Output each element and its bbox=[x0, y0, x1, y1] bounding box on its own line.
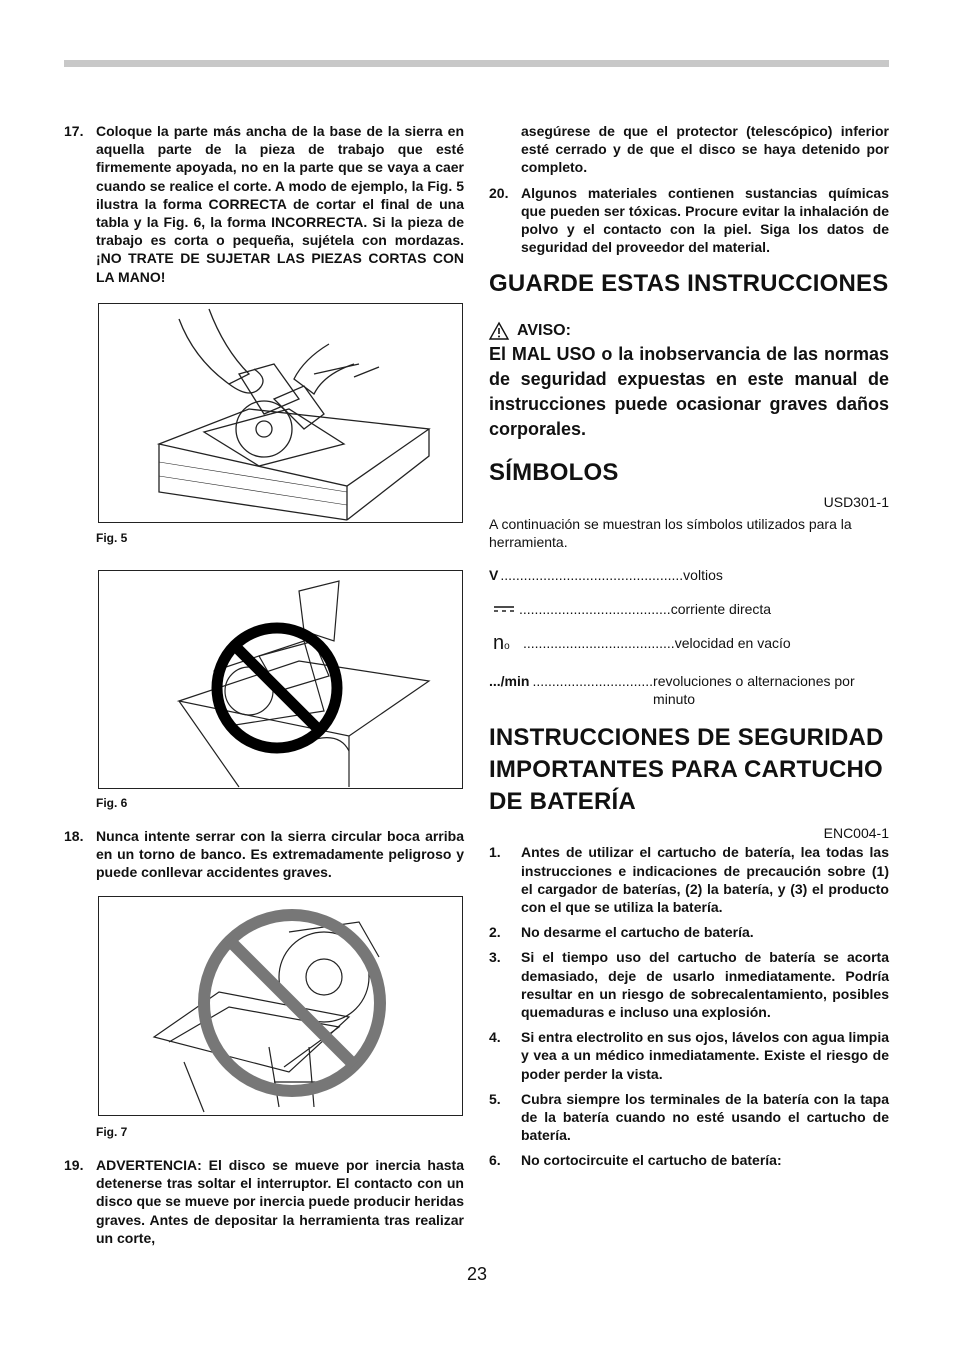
list-item-19 bbox=[64, 1156, 464, 1247]
battery-item-3 bbox=[489, 948, 889, 1021]
item-text: No desarme el cartucho de batería. bbox=[521, 924, 754, 941]
item-text: ADVERTENCIA: El disco se mueve por inercia hasta detenerse tras soltar el interruptor. El contacto con un disco que se mueve por inercia puede producir heridas graves. Antes de depositar la herramienta tras realizar un corte, bbox=[96, 1157, 464, 1246]
figure-6-caption: Fig. 6 bbox=[96, 796, 128, 810]
battery-code: ENC004-1 bbox=[823, 825, 889, 842]
item-number: 6. bbox=[489, 1152, 501, 1169]
symbols-code: USD301-1 bbox=[823, 494, 889, 511]
symbol-per-minute: .../min bbox=[489, 673, 530, 690]
item-text: No cortocircuite el cartucho de batería: bbox=[521, 1152, 782, 1169]
symbol-row-dc bbox=[489, 600, 889, 618]
heading-symbols: SÍMBOLOS bbox=[489, 459, 619, 487]
item-number: 4. bbox=[489, 1029, 501, 1046]
symbol-desc: corriente directa bbox=[670, 601, 772, 618]
item-number: 17. bbox=[64, 123, 84, 139]
symbol-row-volts bbox=[489, 566, 889, 584]
no-load-speed-symbol: no bbox=[493, 632, 510, 655]
page-number: 23 bbox=[466, 1264, 488, 1284]
list-item-17 bbox=[64, 122, 464, 286]
symbol-volts: V bbox=[489, 567, 499, 584]
figure-5-correct-cut bbox=[98, 303, 463, 523]
battery-item-6 bbox=[489, 1151, 889, 1169]
figure-6-incorrect-cut bbox=[98, 570, 463, 789]
leader-dots: ....................................... bbox=[523, 635, 675, 652]
symbol-desc: velocidad en vacío bbox=[674, 635, 791, 652]
aviso-label: AVISO: bbox=[517, 322, 571, 340]
right-column bbox=[489, 122, 889, 1177]
battery-item-1 bbox=[489, 843, 889, 916]
heading-save-instructions: GUARDE ESTAS INSTRUCCIONES bbox=[489, 270, 889, 298]
figure-7-caption: Fig. 7 bbox=[96, 1125, 128, 1139]
battery-item-4 bbox=[489, 1028, 889, 1083]
item-number: 5. bbox=[489, 1090, 501, 1107]
left-column-item-18 bbox=[64, 827, 464, 889]
item-text: Cubra siempre los terminales de la batería con la tapa de la batería cuando no esté usando el cartucho de batería. bbox=[521, 1090, 889, 1144]
item-19-continuation: asegúrese de que el protector (telescópico) inferior esté cerrado y de que el disco se haya detenido por completo. bbox=[521, 123, 889, 176]
direct-current-icon bbox=[493, 600, 519, 618]
left-column-item-19 bbox=[64, 1156, 464, 1254]
symbol-row-no-load-speed bbox=[489, 634, 889, 656]
item-number: 1. bbox=[489, 844, 501, 861]
symbols-intro: A continuación se muestran los símbolos utilizados para la herramienta. bbox=[489, 516, 852, 551]
upside-down-saw-illustration bbox=[99, 897, 461, 1114]
item-number: 18. bbox=[64, 828, 84, 844]
symbol-desc: revoluciones o alternaciones por minuto bbox=[653, 673, 855, 708]
aviso-label-row bbox=[489, 322, 889, 340]
list-item-20 bbox=[489, 184, 889, 257]
item-number: 3. bbox=[489, 949, 501, 966]
item-text: Si el tiempo uso del cartucho de batería se acorta demasiado, deje de usarlo inmediatamente. Podría resultar en un riesgo de sobrecalentamiento, posibles quemaduras e incluso una explosión. bbox=[521, 949, 889, 1021]
figure-5-caption: Fig. 5 bbox=[96, 531, 128, 545]
item-number: 2. bbox=[489, 924, 501, 941]
battery-list bbox=[489, 843, 889, 1169]
leader-dots: ............................... bbox=[532, 673, 654, 690]
symbol-row-per-minute bbox=[489, 672, 889, 708]
leader-dots: ............................................... bbox=[500, 567, 684, 584]
list-item-18 bbox=[64, 827, 464, 882]
heading-battery-safety: INSTRUCCIONES DE SEGURIDAD IMPORTANTES PARA CARTUCHO DE BATERÍA bbox=[489, 724, 884, 816]
item-text: Algunos materiales contienen sustancias químicas que pueden ser tóxicas. Procure evitar la inhalación de polvo y el contacto con la piel. Siga los datos de seguridad del proveedor del material. bbox=[521, 184, 889, 256]
item-number: 20. bbox=[489, 184, 509, 201]
top-rule bbox=[64, 60, 889, 67]
prohibited-saw-illustration bbox=[99, 571, 461, 787]
item-text: Coloque la parte más ancha de la base de la sierra en aquella parte de la pieza de trabajo que esté firmemente apoyada, no en la parte que se vaya a caer cuando se realice el corte. A modo de ejemplo, la Fig. 5 ilustra la forma CORRECTA de cortar el final de una tabla y la Fig. 6, la forma INCORRECTA. Si la pieza de trabajo es corta o pequeña, sujétela con mordazas. ¡NO TRATE DE SUJETAR LAS PIEZAS CORTAS CON LA MANO! bbox=[96, 123, 464, 285]
figure-7-vise-prohibited bbox=[98, 896, 463, 1116]
aviso-text: El MAL USO o la inobservancia de las normas de seguridad expuestas en este manual de instrucciones puede ocasionar graves daños corporales. bbox=[489, 344, 889, 440]
item-number: 19. bbox=[64, 1157, 84, 1173]
battery-item-5 bbox=[489, 1090, 889, 1145]
leader-dots: ....................................... bbox=[519, 601, 671, 618]
symbol-desc: voltios bbox=[683, 567, 723, 584]
left-column bbox=[64, 122, 464, 293]
warning-triangle-icon bbox=[489, 322, 509, 340]
item-text: Antes de utilizar el cartucho de batería, lea todas las instrucciones e indicaciones de precaución sobre (1) el cargador de baterías, (2) la batería, y (3) el producto con el que se utiliza la batería. bbox=[521, 844, 889, 916]
item-text: Si entra electrolito en sus ojos, lávelos con agua limpia y vea a un médico inmediatamente. Existe el riesgo de poder perder la vista. bbox=[521, 1029, 889, 1082]
item-text: Nunca intente serrar con la sierra circular boca arriba en un torno de banco. Es extremadamente peligroso y puede conllevar accidentes graves. bbox=[96, 828, 464, 881]
battery-item-2 bbox=[489, 923, 889, 941]
saw-on-board-illustration bbox=[99, 304, 461, 521]
